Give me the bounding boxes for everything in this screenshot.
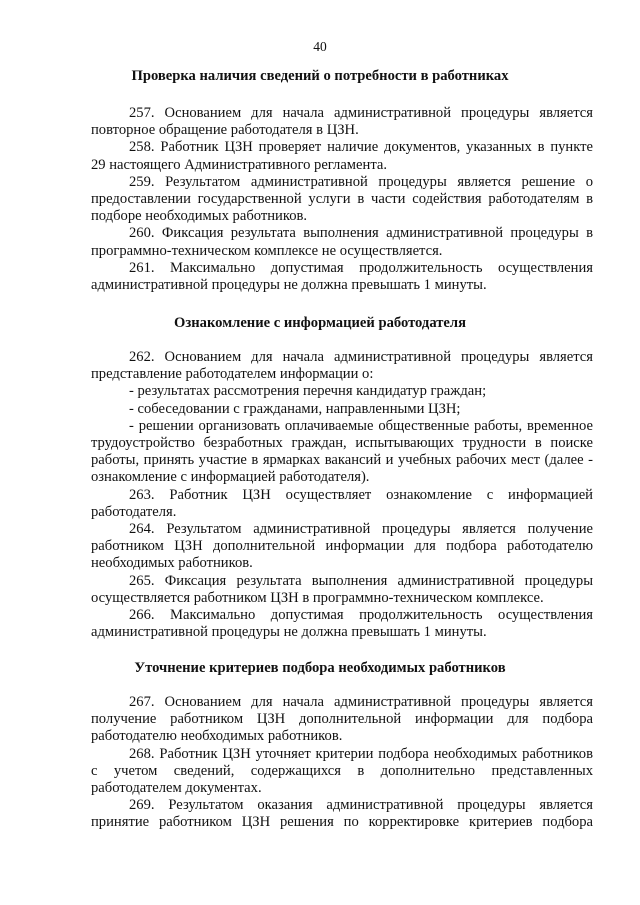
page-number: 40 <box>313 39 327 54</box>
paragraph-266: 266. Максимально допустимая продолжительность осуществления административной процедуры не должна превышать 1 минуты. <box>91 607 593 641</box>
list-item-results: - результатах рассмотрения перечня кандидатур граждан; <box>129 383 487 400</box>
paragraph-268: 268. Работник ЦЗН уточняет критерии подбора необходимых работников с учетом сведений, содержащихся в дополнительно представленных работодателем документах. <box>91 745 593 797</box>
section-heading-1: Проверка наличия сведений о потребности в работниках <box>131 68 509 84</box>
paragraph-260: 260. Фиксация результата выполнения административной процедуры в программно-техническом комплексе не осуществляется. <box>91 225 593 259</box>
paragraph-263: 263. Работник ЦЗН осуществляет ознакомление с информацией работодателя. <box>91 486 593 520</box>
list-item-decision: - решении организовать оплачиваемые общественные работы, временное трудоустройство безработных граждан, испытывающих трудности в поиске работы, принять участие в ярмарках вакансий и учебных рабочих мест (далее - ознакомление с информацией работодателя). <box>91 417 593 486</box>
section-heading-3: Уточнение критериев подбора необходимых работников <box>134 660 506 676</box>
paragraph-261: 261. Максимально допустимая продолжительность осуществления административной процедуры не должна превышать 1 минуты. <box>91 259 593 294</box>
paragraph-257: 257. Основанием для начала административной процедуры является повторное обращение работодателя в ЦЗН. <box>91 105 593 139</box>
section-1-body <box>91 105 593 294</box>
list-item-interview: - собеседовании с гражданами, направленными ЦЗН; <box>129 400 461 417</box>
paragraph-265: 265. Фиксация результата выполнения административной процедуры осуществляется работником ЦЗН в программно-техническом комплексе. <box>91 572 593 606</box>
paragraph-259: 259. Результатом административной процедуры является решение о предоставлении государственной услуги в части содействия работодателям в подборе необходимых работников. <box>91 173 593 225</box>
paragraph-258: 258. Работник ЦЗН проверяет наличие документов, указанных в пункте 29 настоящего Административного регламента. <box>91 139 593 173</box>
paragraph-264: 264. Результатом административной процедуры является получение работником ЦЗН дополнительной информации для подбора работодателю необходимых работников. <box>91 521 593 572</box>
paragraph-267: 267. Основанием для начала административной процедуры является получение работником ЦЗН дополнительной информации для подбора работодателю необходимых работников. <box>91 694 593 745</box>
section-heading-2: Ознакомление с информацией работодателя <box>174 315 466 331</box>
paragraph-269: 269. Результатом оказания административной процедуры является принятие работником ЦЗН решения по корректировке критериев подбора <box>91 797 593 831</box>
section-2-body <box>91 349 593 641</box>
section-3-body <box>91 694 593 832</box>
paragraph-262: 262. Основанием для начала административной процедуры является представление работодателем информации о: <box>91 349 593 383</box>
